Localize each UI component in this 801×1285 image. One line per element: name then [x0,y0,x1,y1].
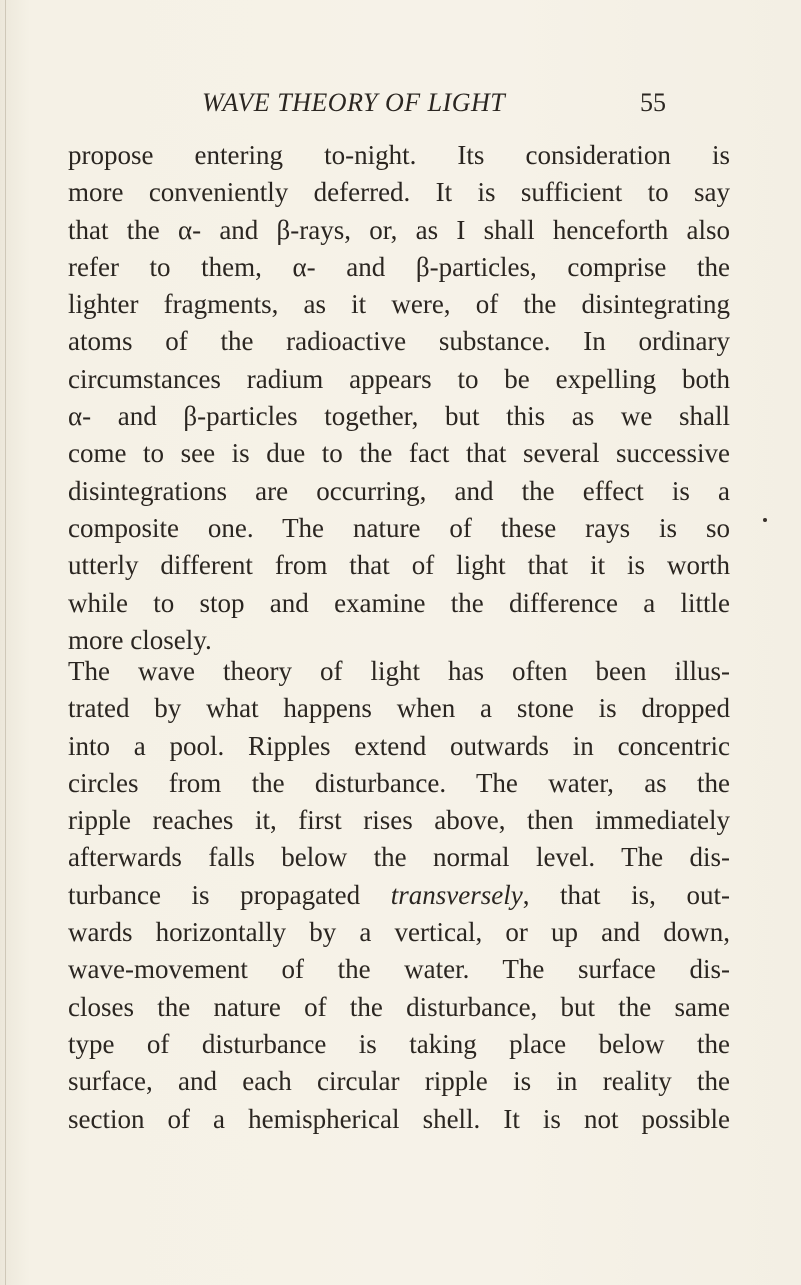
text-line: surface, and each circular ripple is in reality the [68,1066,730,1097]
text-line: section of a hemispherical shell. It is not possible [68,1103,730,1134]
text-line: closes the nature of the disturbance, but the same [68,991,730,1022]
paragraph-2 [68,653,730,1138]
italic-word: transversely [390,879,523,910]
text-line: disintegrations are occurring, and the effect is a [68,475,730,506]
text-line: trated by what happens when a stone is dropped [68,693,730,724]
text-line: propose entering to-night. Its consideration is [68,140,730,170]
text-line: circles from the disturbance. The water, as the [68,767,730,798]
text-line: afterwards falls below the normal level. The dis- [68,842,730,873]
page-edge [5,0,6,1285]
text-line: composite one. The nature of these rays is so [68,512,730,543]
text-line: circumstances radium appears to be expelling both [68,363,730,394]
page-number: 55 [640,88,666,117]
running-title: WAVE THEORY OF LIGHT [202,88,506,117]
text-line: wave-movement of the water. The surface dis- [68,954,730,985]
print-speck [763,518,767,522]
text-line: The wave theory of light has often been illus- [68,656,730,686]
text-line: type of disturbance is taking place below the [68,1028,730,1059]
text-line: wards horizontally by a vertical, or up and down, [68,917,730,948]
text-line: α- and β-particles together, but this as we shall [68,401,730,432]
text-line: lighter fragments, as it were, of the disintegrating [68,289,730,320]
paragraph-1 [68,137,730,659]
text-line: ripple reaches it, first rises above, then immediately [68,805,730,836]
text-line-with-italic: turbance is propagated transversely, that is, out- [68,879,730,910]
text-line: refer to them, α- and β-particles, comprise the [68,251,730,282]
text-line: more closely. [68,624,212,655]
text-line: that the α- and β-rays, or, as I shall henceforth also [68,214,730,245]
text-line: into a pool. Ripples extend outwards in concentric [68,730,730,761]
text-line: while to stop and examine the difference a little [68,587,730,618]
text-line: utterly different from that of light that it is worth [68,550,730,581]
running-head [0,88,801,122]
text-line: come to see is due to the fact that several successive [68,438,730,469]
text-line: more conveniently deferred. It is sufficient to say [68,177,730,208]
text-line: atoms of the radioactive substance. In ordinary [68,326,730,357]
